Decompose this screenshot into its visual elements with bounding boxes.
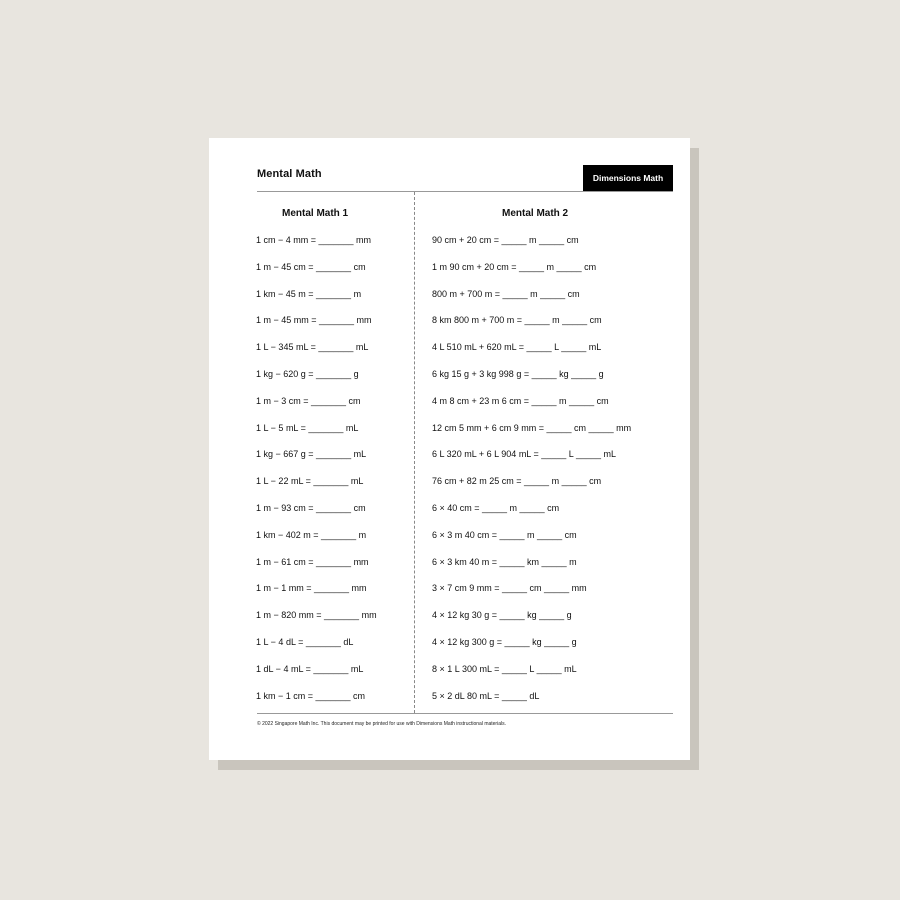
page-title: Mental Math — [257, 168, 322, 180]
problem: 12 cm 5 mm + 6 cm 9 mm = _____ cm _____ mm — [432, 422, 632, 433]
problem: 1 cm − 4 mm = _______ mm — [256, 235, 372, 245]
problem: 4 L 510 mL + 620 mL = _____ L _____ mL — [432, 342, 602, 353]
problem: 1 L − 22 mL = _______ mL — [256, 476, 364, 487]
problem: 800 m + 700 m = _____ m _____ cm — [432, 288, 580, 299]
problem: 6 L 320 mL + 6 L 904 mL = _____ L _____ mL — [432, 449, 616, 460]
copyright-footer: © 2022 Singapore Math Inc. This document may be printed for use with Dimensions Math instructional materials. — [257, 721, 506, 727]
problem: 6 × 3 m 40 cm = _____ m _____ cm — [432, 529, 577, 540]
footer-rule — [257, 713, 673, 714]
problem: 4 × 12 kg 300 g = _____ kg _____ g — [432, 636, 577, 647]
problem: 3 × 7 cm 9 mm = _____ cm _____ mm — [432, 583, 587, 594]
problem: 1 m − 61 cm = _______ mm — [256, 556, 369, 567]
problem: 1 km − 1 cm = _______ cm — [256, 690, 366, 701]
problem: 1 dL − 4 mL = _______ mL — [256, 663, 364, 674]
problem: 76 cm + 82 m 25 cm = _____ m _____ cm — [432, 476, 602, 487]
problem: 1 m − 45 cm = _______ cm — [256, 261, 366, 272]
brand-logo: Dimensions Math — [583, 165, 673, 191]
problem: 1 km − 45 m = _______ m — [256, 288, 362, 299]
column-heading: Mental Math 1 — [282, 208, 349, 219]
problem: 90 cm + 20 cm = _____ m _____ cm — [432, 235, 579, 245]
problem: 1 L − 345 mL = _______ mL — [256, 342, 369, 353]
problem: 6 × 40 cm = _____ m _____ cm — [432, 502, 560, 513]
problem: 1 m 90 cm + 20 cm = _____ m _____ cm — [432, 261, 597, 272]
problem: 1 kg − 620 g = _______ g — [256, 368, 359, 379]
problem: 1 m − 93 cm = _______ cm — [256, 502, 366, 513]
problem: 1 m − 1 mm = _______ mm — [256, 583, 367, 594]
column-mental-math-2 — [432, 208, 677, 716]
problem: 4 × 12 kg 30 g = _____ kg _____ g — [432, 610, 572, 621]
column-heading: Mental Math 2 — [502, 208, 569, 219]
worksheet-page — [209, 138, 690, 760]
problem: 6 × 3 km 40 m = _____ km _____ m — [432, 556, 577, 567]
problem: 4 m 8 cm + 23 m 6 cm = _____ m _____ cm — [432, 395, 609, 406]
header-rule — [257, 191, 673, 192]
problem: 1 kg − 667 g = _______ mL — [256, 449, 367, 460]
problem: 1 L − 5 mL = _______ mL — [256, 422, 359, 433]
column-mental-math-1 — [256, 208, 408, 716]
problem: 1 m − 820 mm = _______ mm — [256, 610, 377, 621]
problem: 1 m − 45 mm = _______ mm — [256, 315, 372, 326]
problem: 1 L − 4 dL = _______ dL — [256, 636, 354, 647]
problem: 1 km − 402 m = _______ m — [256, 529, 367, 540]
problem: 5 × 2 dL 80 mL = _____ dL — [432, 690, 540, 701]
column-divider — [414, 192, 415, 713]
problem: 1 m − 3 cm = _______ cm — [256, 395, 361, 406]
problem: 6 kg 15 g + 3 kg 998 g = _____ kg _____ g — [432, 368, 604, 379]
problem: 8 × 1 L 300 mL = _____ L _____ mL — [432, 663, 577, 674]
problem: 8 km 800 m + 700 m = _____ m _____ cm — [432, 315, 602, 326]
